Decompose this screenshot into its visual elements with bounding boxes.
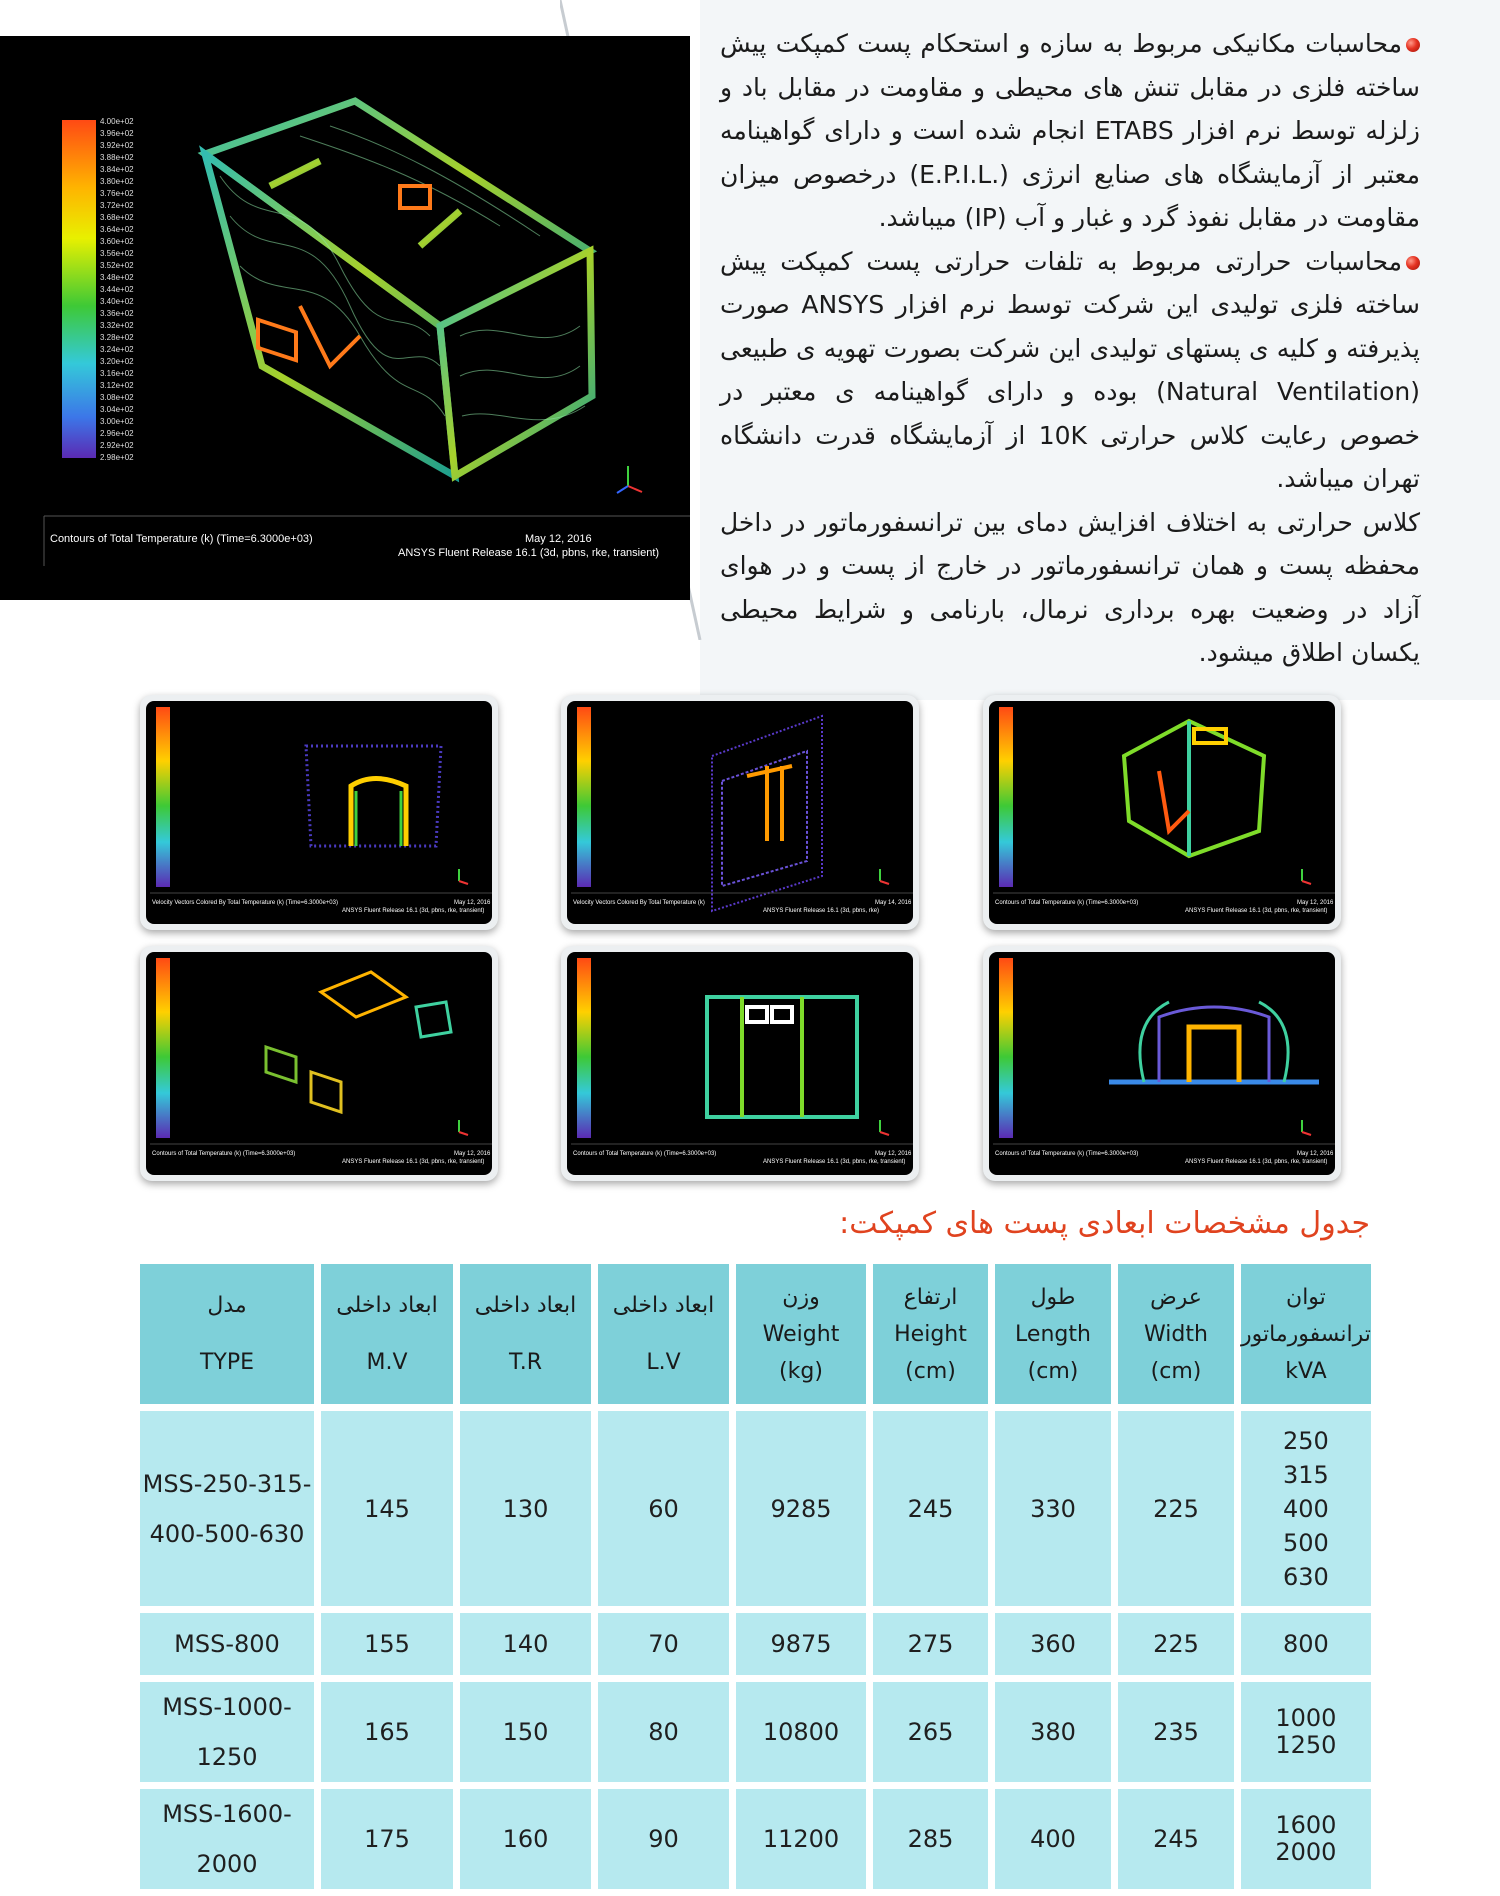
legend-label: 3.52e+02 [100, 261, 134, 270]
thumbnail-render [989, 701, 1335, 924]
header-length: طول Length (cm) [995, 1264, 1111, 1404]
cell-power: 250 315 400 500 630 [1241, 1411, 1371, 1606]
bullet-icon [1406, 256, 1420, 270]
hero-caption: Contours of Total Temperature (k) (Time=6.3000e+03) [50, 533, 313, 545]
header-model: مدل TYPE [140, 1264, 314, 1404]
thumbnail-render [146, 701, 492, 924]
hero-date: May 12, 2016 [525, 533, 592, 545]
cell-length: 400 [995, 1789, 1111, 1889]
legend-label: 3.92e+02 [100, 141, 134, 150]
cell-width: 235 [1118, 1682, 1234, 1782]
cell-weight: 10800 [736, 1682, 866, 1782]
cell-weight: 9875 [736, 1613, 866, 1675]
legend-label: 3.40e+02 [100, 297, 134, 306]
cell-tr: 140 [460, 1613, 591, 1675]
thumbnail-caption: Contours of Total Temperature (k) (Time=6.3000e+03) [152, 1151, 296, 1157]
cell-power: 1000 1250 [1241, 1682, 1371, 1782]
header-tr: ابعاد داخلی T.R [460, 1264, 591, 1404]
paragraph-thermal-text: محاسبات حرارتی مربوط به تلفات حرارتی پست کمپکت پیش ساخته فلزی تولیدی این شرکت توسط نرم افزار ANSYS صورت پذیرفته و کلیه ی پستهای تولیدی این شرکت بصورت تهویه ی طبیعی (Natural Ventilation) بوده و دارای گواهینامه ی معتبر در خصوص رعایت کلاس حرارتی 10K از آزمایشگاه قدرت دانشگاه تهران میباشد. [720, 246, 1421, 493]
cell-lv: 90 [598, 1789, 729, 1889]
cell-model: MSS-1000-1250 [140, 1682, 314, 1782]
thumbnail-release: ANSYS Fluent Release 16.1 (3d, pbns, rke, transient) [342, 908, 485, 914]
cell-tr: 130 [460, 1411, 591, 1606]
paragraph-mechanical [720, 22, 1420, 240]
legend-label: 3.96e+02 [100, 129, 134, 138]
hero-release: ANSYS Fluent Release 16.1 (3d, pbns, rke, transient) [398, 547, 660, 559]
spec-table [133, 1257, 1378, 1896]
simulation-thumbnail [561, 946, 919, 1181]
simulation-thumbnail [561, 695, 919, 930]
legend-color-bar [62, 120, 96, 458]
cell-weight: 11200 [736, 1789, 866, 1889]
thumbnail-release: ANSYS Fluent Release 16.1 (3d, pbns, rke, transient) [342, 1159, 485, 1165]
cell-model: MSS-250-315- 400-500-630 [140, 1411, 314, 1606]
legend-labels [100, 117, 134, 462]
legend-label: 3.84e+02 [100, 165, 134, 174]
thumbnail-render [989, 952, 1335, 1175]
cell-width: 225 [1118, 1411, 1234, 1606]
cell-tr: 150 [460, 1682, 591, 1782]
cell-height: 265 [873, 1682, 988, 1782]
simulation-thumbnail [983, 695, 1341, 930]
thumbnail-legend-bar [577, 707, 591, 887]
cell-height: 285 [873, 1789, 988, 1889]
legend-label: 3.60e+02 [100, 237, 134, 246]
legend-label: 3.56e+02 [100, 249, 134, 258]
hero-cfd-render [0, 36, 690, 600]
table-row [140, 1682, 1371, 1782]
thumbnail-legend-bar [577, 958, 591, 1138]
simulation-thumbnail [140, 946, 498, 1181]
cell-lv: 80 [598, 1682, 729, 1782]
intro-text [720, 22, 1420, 675]
thumbnail-render [567, 952, 913, 1175]
cell-tr: 160 [460, 1789, 591, 1889]
bullet-icon [1406, 38, 1420, 52]
paragraph-mechanical-text: محاسبات مکانیکی مربوط به سازه و استحکام پست کمپکت پیش ساخته فلزی در مقابل تنش های محیطی و مقاومت در مقابل باد و زلزله توسط نرم افزار ETABS انجام شده است و دارای گواهینامه معتبر از آزمایشگاه های صنایع انرژی (.E.P.I.L) درخصوص میزان مقاومت در مقابل نفوذ گرد و غبار و آب (IP) میباشد. [720, 29, 1420, 232]
thumbnail-date: May 12, 2016 [1297, 1151, 1334, 1157]
cell-lv: 70 [598, 1613, 729, 1675]
cell-mv: 145 [321, 1411, 453, 1606]
cell-weight: 9285 [736, 1411, 866, 1606]
legend-label: 3.72e+02 [100, 201, 134, 210]
thumbnail-date: May 14, 2016 [875, 900, 912, 906]
thumbnail-caption: Contours of Total Temperature (k) (Time=6.3000e+03) [573, 1151, 717, 1157]
cell-width: 245 [1118, 1789, 1234, 1889]
simulation-thumbnail [983, 946, 1341, 1181]
thumbnail-date: May 12, 2016 [454, 900, 491, 906]
legend-label: 2.92e+02 [100, 441, 134, 450]
table-title: جدول مشخصات ابعادی پست های کمپکت: [839, 1206, 1370, 1241]
table-header-row [140, 1264, 1371, 1404]
paragraph-thermal [720, 240, 1420, 501]
cell-length: 330 [995, 1411, 1111, 1606]
header-weight: وزن Weight (kg) [736, 1264, 866, 1404]
legend-label: 4.00e+02 [100, 117, 134, 126]
legend-label: 3.00e+02 [100, 417, 134, 426]
thumbnail-render [146, 952, 492, 1175]
thumbnail-caption: Contours of Total Temperature (k) (Time=6.3000e+03) [995, 1151, 1139, 1157]
legend-label: 3.12e+02 [100, 381, 134, 390]
thumbnail-render [567, 701, 913, 924]
table-row [140, 1789, 1371, 1889]
thumbnail-date: May 12, 2016 [1297, 900, 1334, 906]
thumbnail-date: May 12, 2016 [454, 1151, 491, 1157]
header-height: ارتفاع Height (cm) [873, 1264, 988, 1404]
cell-length: 380 [995, 1682, 1111, 1782]
legend-label: 3.36e+02 [100, 309, 134, 318]
legend-label: 3.28e+02 [100, 333, 134, 342]
thumbnail-legend-bar [156, 958, 170, 1138]
cell-height: 245 [873, 1411, 988, 1606]
cell-height: 275 [873, 1613, 988, 1675]
legend-label: 3.76e+02 [100, 189, 134, 198]
thumbnail-release: ANSYS Fluent Release 16.1 (3d, pbns, rke, transient) [1185, 908, 1328, 914]
legend-label: 3.88e+02 [100, 153, 134, 162]
cell-model: MSS-800 [140, 1613, 314, 1675]
cell-power: 800 [1241, 1613, 1371, 1675]
thumbnail-date: May 12, 2016 [875, 1151, 912, 1157]
legend-label: 3.24e+02 [100, 345, 134, 354]
legend-label: 3.64e+02 [100, 225, 134, 234]
thumbnail-release: ANSYS Fluent Release 16.1 (3d, pbns, rke, transient) [1185, 1159, 1328, 1165]
header-width: عرض Width (cm) [1118, 1264, 1234, 1404]
axis-triad-icon [617, 466, 642, 493]
legend-label: 3.48e+02 [100, 273, 134, 282]
thumbnail-legend-bar [999, 958, 1013, 1138]
legend-label: 2.96e+02 [100, 429, 134, 438]
paragraph-thermal-class [720, 501, 1420, 675]
legend-label: 3.04e+02 [100, 405, 134, 414]
header-lv: ابعاد داخلی L.V [598, 1264, 729, 1404]
thumbnail-caption: Velocity Vectors Colored By Total Temperature (k) (Time=6.3000e+03) [152, 900, 338, 906]
simulation-thumbnail-grid [140, 695, 1340, 1175]
cell-model: MSS-1600-2000 [140, 1789, 314, 1889]
legend-label: 3.80e+02 [100, 177, 134, 186]
legend-label: 2.98e+02 [100, 453, 134, 462]
legend-label: 3.20e+02 [100, 357, 134, 366]
paragraph-thermal-class-text: کلاس حرارتی به اختلاف افزایش دمای بین ترانسفورماتور در داخل محفظه پست و همان ترانسفورماتور در خارج از پست و در هوای آزاد در وضعیت بهره برداری نرمال، بارنامی و شرایط محیطی یکسان اطلاق میشود. [720, 507, 1420, 667]
legend-label: 3.32e+02 [100, 321, 134, 330]
cell-mv: 175 [321, 1789, 453, 1889]
thumbnail-caption: Velocity Vectors Colored By Total Temperature (k) [573, 900, 705, 906]
hero-cfd-image [0, 36, 690, 600]
header-power: توان ترانسفورماتور kVA [1241, 1264, 1371, 1404]
cell-lv: 60 [598, 1411, 729, 1606]
thumbnail-release: ANSYS Fluent Release 16.1 (3d, pbns, rke, transient) [763, 1159, 906, 1165]
cell-length: 360 [995, 1613, 1111, 1675]
thumbnail-release: ANSYS Fluent Release 16.1 (3d, pbns, rke) [763, 908, 880, 914]
legend-label: 3.44e+02 [100, 285, 134, 294]
legend-label: 3.16e+02 [100, 369, 134, 378]
thumbnail-legend-bar [156, 707, 170, 887]
cell-width: 225 [1118, 1613, 1234, 1675]
cell-power: 1600 2000 [1241, 1789, 1371, 1889]
legend-label: 3.08e+02 [100, 393, 134, 402]
legend-label: 3.68e+02 [100, 213, 134, 222]
table-row [140, 1613, 1371, 1675]
table-row [140, 1411, 1371, 1606]
thumbnail-legend-bar [999, 707, 1013, 887]
header-mv: ابعاد داخلی M.V [321, 1264, 453, 1404]
thumbnail-caption: Contours of Total Temperature (k) (Time=6.3000e+03) [995, 900, 1139, 906]
cell-mv: 155 [321, 1613, 453, 1675]
cell-mv: 165 [321, 1682, 453, 1782]
simulation-thumbnail [140, 695, 498, 930]
